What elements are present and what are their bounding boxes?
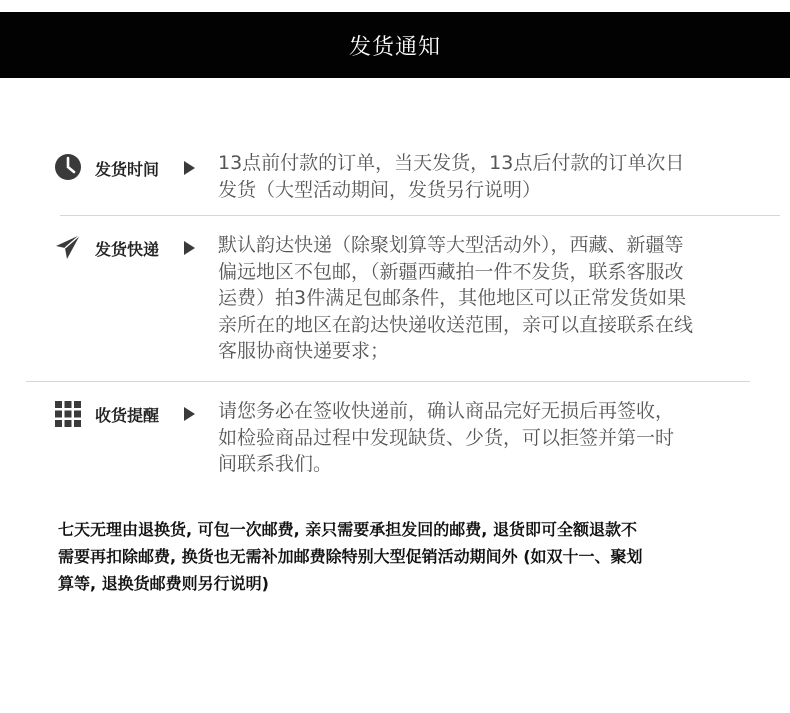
text-line: 运费）拍3件满足包邮条件，其他地区可以正常发货如果 [218, 287, 687, 309]
text-line: 需要再扣除邮费, 换货也无需补加邮费除特别大型促销活动期间外 (如双十一、聚划 [58, 547, 643, 566]
section-text [218, 232, 738, 365]
text-line: 亲所在的地区在韵达快递收送范围，亲可以直接联系在线 [218, 313, 694, 336]
triangle-right-icon [184, 406, 195, 420]
text-line: 客服协商快递要求； [218, 340, 390, 362]
clock-icon [54, 153, 82, 181]
text-line: 13点前付款的订单，当天发货，13点后付款的订单次日 [218, 152, 685, 174]
text-line: 偏远地区不包邮，（新疆西藏拍一件不发货，联系客服改 [218, 260, 684, 283]
text-line: 默认韵达快递（除聚划算等大型活动外），西藏、新疆等 [218, 234, 684, 256]
section-label: 收货提醒 [95, 406, 160, 425]
header-banner [0, 12, 790, 78]
text-line: 七天无理由退换货, 可包一次邮费, 亲只需要承担发回的邮费, 退货即可全额退款不 [58, 520, 637, 539]
section-label: 发货时间 [95, 160, 160, 179]
section-label: 发货快递 [95, 240, 160, 259]
divider [26, 381, 750, 382]
text-line: 间联系我们。 [218, 453, 333, 475]
airplane-icon [54, 233, 82, 261]
text-line: 算等, 退换货邮费则另行说明) [58, 574, 269, 593]
divider [60, 215, 780, 216]
section-text [218, 150, 738, 203]
page-title: 发货通知 [348, 34, 441, 60]
triangle-right-icon [184, 240, 195, 254]
text-line: 请您务必在签收快递前，确认商品完好无损后再签收， [218, 400, 675, 422]
triangle-right-icon [184, 160, 195, 174]
text-line: 发货（大型活动期间，发货另行说明） [218, 178, 542, 201]
grid-icon [54, 400, 82, 428]
section-text [218, 398, 738, 478]
return-policy-note [58, 516, 758, 597]
text-line: 如检验商品过程中发现缺货、少货，可以拒签并第一时 [218, 426, 675, 449]
